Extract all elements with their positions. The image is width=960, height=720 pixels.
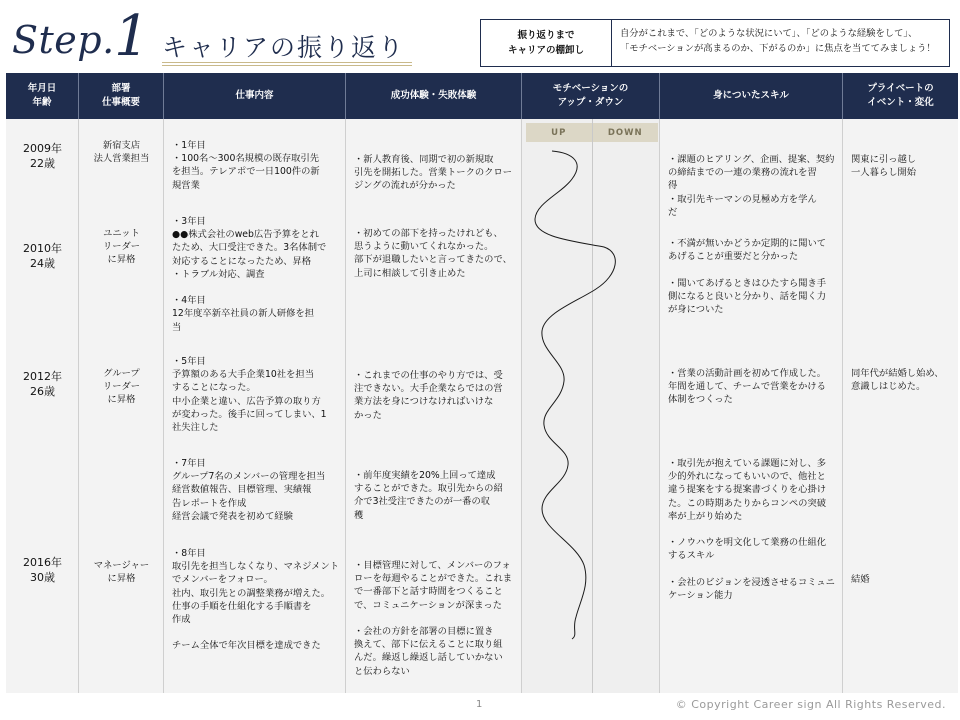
header-success: 成功体験・失敗体験 (346, 73, 522, 119)
header-private: プライベートの イベント・変化 (867, 83, 934, 108)
header-date-age: 年月日 年齢 (6, 73, 79, 119)
work-cell: ・8年目 取引先を担当しなくなり、マネジメント でメンバーをフォロー。 社内、取引先との調整業務が増えた。 仕事の手順を仕組化する手順書を 作成 チーム全体で年次目標を達成できた (172, 548, 340, 652)
column-dept (79, 119, 164, 693)
age-cell: 2012年 26歳 (23, 370, 62, 398)
column-success (346, 119, 522, 693)
page-title: キャリアの振り返り (162, 33, 406, 62)
column-work (164, 119, 346, 693)
hint-label-line2: キャリアの棚卸し (507, 45, 584, 56)
success-cell: ・これまでの仕事のやり方では、受 注できない。大手企業ならではの営 業方法を身につけなければいけな かった (354, 370, 503, 421)
age-cell: 2009年 22歳 (23, 142, 62, 170)
column-skills (660, 119, 843, 693)
motivation-up-label: UP (526, 123, 592, 142)
skills-cell: ・課題のヒアリング、企画、提案、契約 の締結までの一連の業務の流れを習 得 ・取引先キーマンの見極め方を学ん だ (668, 154, 835, 218)
work-cell: ・5年目 予算額のある大手企業10社を担当 することになった。 中小企業と違い、広告予算の取り方 が変わった。後手に回ってしまい、1 社失注した (172, 356, 327, 434)
private-cell: 関東に引っ越し 一人暮らし開始 (851, 154, 917, 179)
title-underline (162, 62, 412, 66)
header-motivation: モチベーションの アップ・ダウン (522, 73, 660, 119)
age-cell: 2016年 30歳 (23, 556, 62, 584)
work-cell: ・3年目 ●●株式会社のweb広告予算をとれ たため、大口受注できた。3名体制で 対応することになったため、昇格 ・トラブル対応、調査 ・4年目 12年度卒新卒社員の新人研修を担 当 (172, 216, 327, 333)
motivation-curve (522, 119, 660, 693)
work-cell: ・7年目 グループ7名のメンバーの管理を担当 経営数値報告、目標管理、実績報 告レポートを作成 経営会議で発表を初めて経験 (172, 458, 326, 522)
career-table (6, 73, 958, 693)
success-cell: ・新人教育後、同期で初の新規取 引先を開拓した。営業トークのクロー ジングの流れが分かった (354, 154, 513, 192)
table-body (6, 119, 958, 693)
hint-text (612, 20, 949, 66)
column-date-age (6, 119, 79, 693)
skills-cell: ・取引先が抱えている課題に対し、多 少的外れになってもいいので、他社と 違う提案をする提案書づくりを心掛けた。この時期あたりからコンペの突破 率が上がり始めた ・ノウハウを明文化して業務の仕組化 するスキル ・会社のビジョンを浸透させるコミュニ ケーション能力 (668, 458, 835, 602)
step-label: Step. (12, 18, 115, 62)
success-cell: ・初めての部下を持ったけれども、 思うように動いてくれなかった。 部下が退職したいと言ってきたので、 上司に相談して引き止めた (354, 228, 512, 279)
skills-cell: ・不満が無いかどうか定期的に聞いて あげることが重要だと分かった ・聞いてあげるときはひたすら聞き手 側になると良いと分かり、話を聞く力 が身についた (668, 238, 827, 316)
success-cell: ・前年度実績を20%上回って達成 することができた。取引先からの紹 介で3社受注できたのが一番の収 穫 (354, 470, 503, 521)
header-dept: 部署 仕事概要 (79, 73, 164, 119)
step-number: 1 (114, 4, 150, 69)
private-cell: 結婚 (851, 574, 870, 585)
age-cell: 2010年 24歳 (23, 242, 62, 270)
title-block (12, 6, 412, 68)
header-work: 仕事内容 (164, 73, 346, 119)
hint-text-line1: 自分がこれまで、「どのような状況にいて」、「どのような経験をして」、 (620, 28, 918, 39)
table-header (6, 73, 958, 119)
dept-cell: マネージャー に昇格 (93, 560, 150, 585)
hint-label-line1: 振り返りまで (517, 30, 575, 41)
copyright-text: © Copyright Career sign All Rights Reserved. (675, 698, 946, 711)
column-motivation (522, 119, 660, 693)
motivation-down-label: DOWN (593, 123, 659, 142)
hint-box (480, 19, 950, 67)
hint-text-line2: 「モチベーションが高まるのか、下がるのか」に焦点を当ててみましょう！ (620, 43, 936, 54)
dept-cell: ユニット リーダー に昇格 (102, 228, 141, 266)
hint-label (481, 20, 612, 66)
private-cell: 同年代が結婚し始め、 意識しはじめた。 (851, 368, 944, 393)
dept-cell: 新宿支店 法人営業担当 (93, 140, 150, 165)
skills-cell: ・営業の活動計画を初めて作成した。 年間を通して、チームで営業をかける 体制をつくった (668, 368, 827, 406)
header-skills: 身についたスキル (660, 73, 843, 119)
work-cell: ・1年目 ・100名～300名規模の既存取引先 を担当。テレアポで一日100件の新 規営業 (172, 140, 320, 191)
column-private (843, 119, 958, 693)
dept-cell: グループ リーダー に昇格 (102, 368, 141, 406)
success-cell: ・目標管理に対して、メンバーのフォ ローを毎週やることができた。これま で一番部下と話す時間をつくること で、コミュニケーションが深まった ・会社の方針を部署の目標に置き 換えて、部下に伝えることに取り組 んだ。繰返し繰返し話していかない と伝わらない (354, 560, 513, 677)
page-number: 1 (476, 699, 483, 710)
